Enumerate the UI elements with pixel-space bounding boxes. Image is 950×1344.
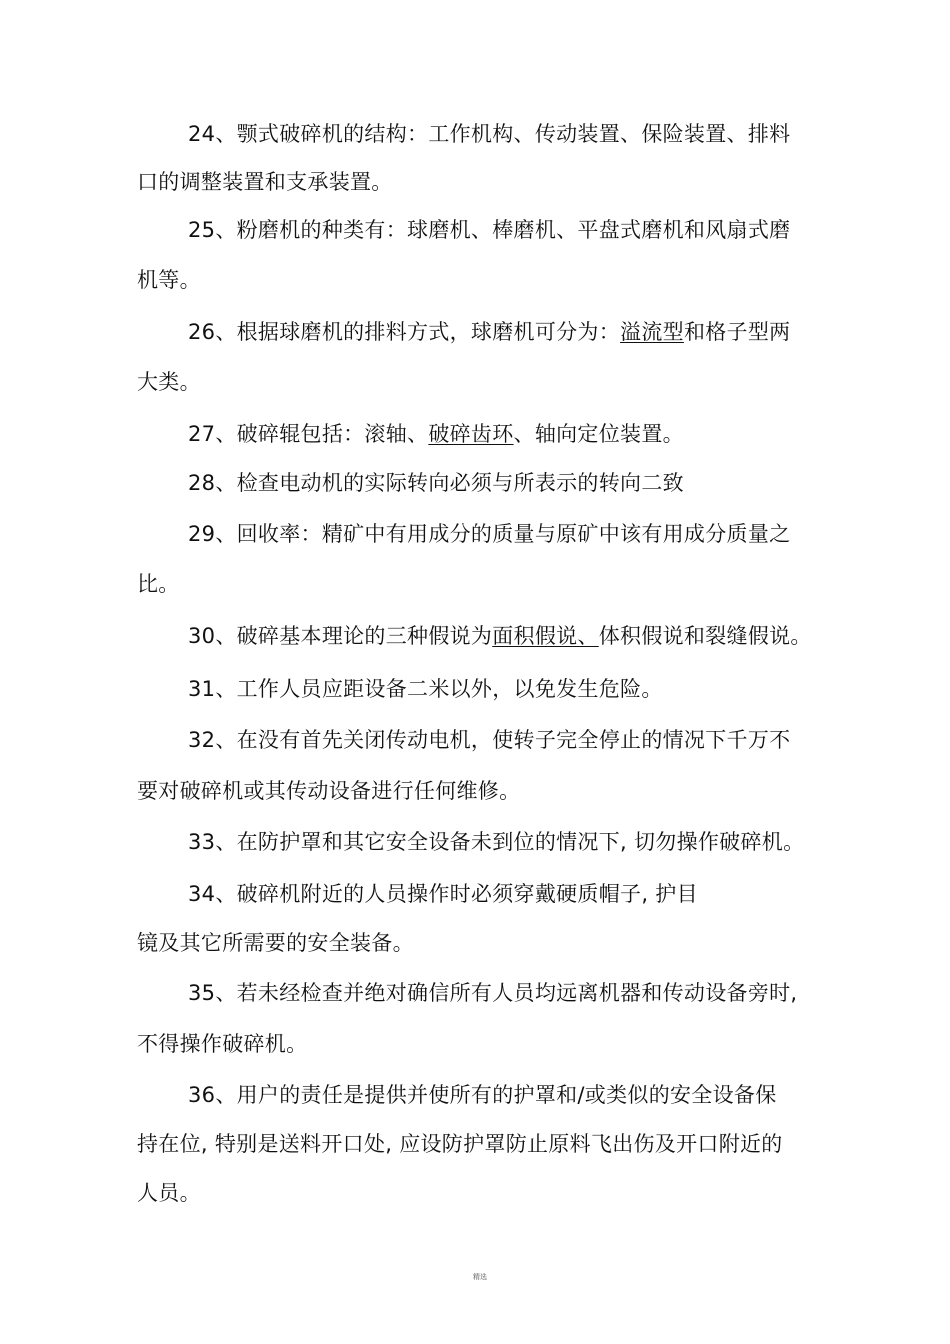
item-25-line-2: 机等。 <box>137 268 201 292</box>
item-32-line-1: 32、在没有首先关闭传动电机，使转子完全停止的情况下千万不 <box>188 728 791 752</box>
item-26-underlined-term: 溢流型 <box>620 320 684 344</box>
item-33-line: 33、在防护罩和其它安全设备未到位的情况下, 切勿操作破碎机。 <box>188 830 805 854</box>
item-36-line-3: 人员。 <box>137 1181 201 1205</box>
footer-mark: 精选 <box>473 1273 487 1281</box>
item-25-line-1: 25、粉磨机的种类有：球磨机、棒磨机、平盘式磨机和风扇式磨 <box>188 218 791 242</box>
item-29-line-2: 比。 <box>137 572 180 596</box>
item-35-line-2: 不得操作破碎机。 <box>137 1032 308 1056</box>
item-27-line <box>188 420 684 448</box>
item-26-line-2: 大类。 <box>137 370 201 394</box>
item-36-line-1: 36、用户的责任是提供并使所有的护罩和/或类似的安全设备保 <box>188 1083 777 1107</box>
item-35-line-1: 35、若未经检查并绝对确信所有人员均远离机器和传动设备旁时, <box>188 981 798 1005</box>
item-27-text-b: 、轴向定位装置。 <box>513 422 684 446</box>
item-34-line-2: 镜及其它所需要的安全装备。 <box>137 931 414 955</box>
item-31-line: 31、工作人员应距设备二米以外，以免发生危险。 <box>188 677 663 701</box>
item-32-line-2: 要对破碎机或其传动设备进行任何维修。 <box>137 779 521 803</box>
item-26-text-a: 26、根据球磨机的排料方式，球磨机可分为： <box>188 320 621 344</box>
item-29-line-1: 29、回收率：精矿中有用成分的质量与原矿中该有用成分质量之 <box>188 522 791 546</box>
item-30-line <box>188 622 812 650</box>
item-28-line: 28、检查电动机的实际转向必须与所表示的转向二致 <box>188 471 684 495</box>
item-30-underlined-term: 面积假说、 <box>492 624 599 648</box>
item-24-line-2: 口的调整装置和支承装置。 <box>137 170 393 194</box>
item-34-line-1: 34、破碎机附近的人员操作时必须穿戴硬质帽子, 护目 <box>188 882 698 906</box>
item-26-text-b: 和格子型两 <box>683 320 791 344</box>
item-27-text-a: 27、破碎辊包括：滚轴、 <box>188 422 429 446</box>
item-24-line-1: 24、颚式破碎机的结构：工作机构、传动装置、保险装置、排料 <box>188 122 791 146</box>
item-26-line-1 <box>188 318 790 346</box>
item-30-text-b: 体积假说和裂缝假说。 <box>598 624 812 648</box>
item-36-line-2: 持在位, 特别是送料开口处, 应设防护罩防止原料飞出伤及开口附近的 <box>137 1132 783 1156</box>
item-27-underlined-term: 破碎齿环 <box>428 422 514 446</box>
item-30-text-a: 30、破碎基本理论的三种假说为 <box>188 624 493 648</box>
